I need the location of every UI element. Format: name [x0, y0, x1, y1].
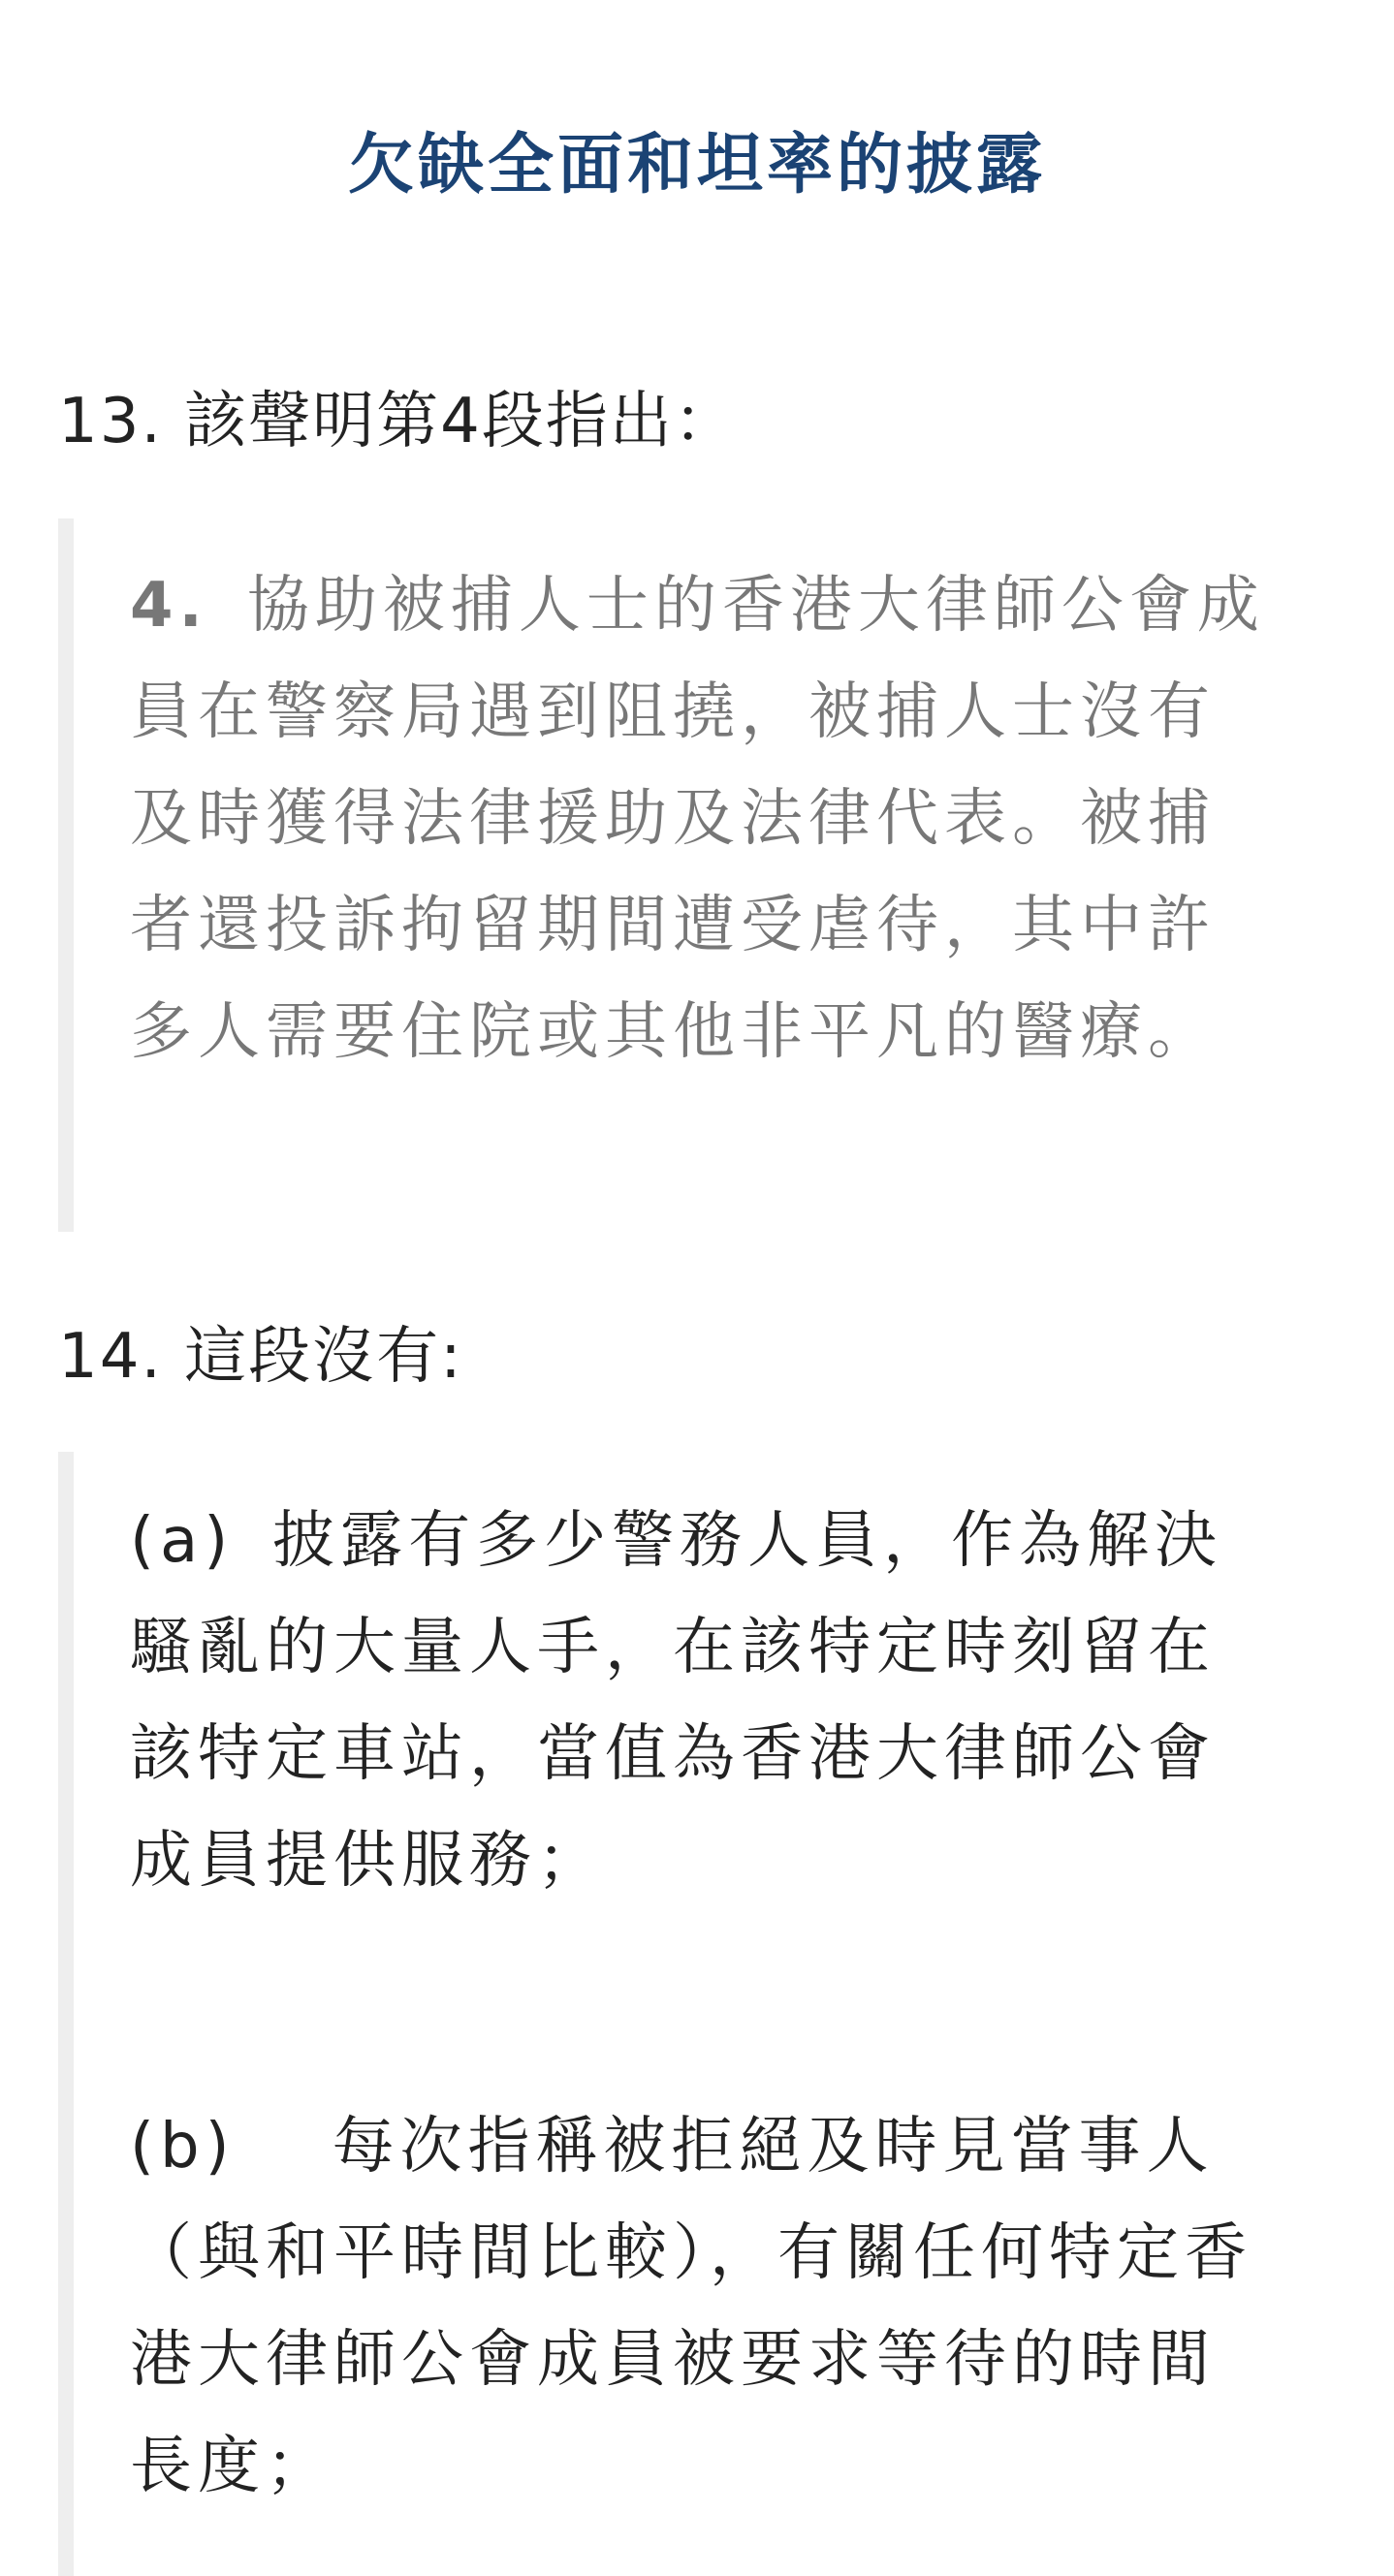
list-item — [130, 2093, 1274, 2520]
list-item-label: (b) — [130, 2111, 236, 2183]
paragraph-14-heading: 14. 這段沒有: — [58, 1321, 463, 1393]
quoted-statement — [130, 552, 1274, 1085]
paragraph-13-heading: 13. 該聲明第4段指出： — [58, 386, 738, 457]
list-item-text: 每次指稱被拒絕及時見當事人（與和平時間比較），有關任何特定香港大律師公會成員被要求等待的時間長度； — [130, 2111, 1252, 2502]
quote-paragraph-text: 協助被捕人士的香港大律師公會成員在警察局遇到阻撓，被捕人士沒有及時獲得法律援助及法律代表。被捕者還投訴拘留期間遭受虐待，其中許多人需要住院或其他非平凡的醫療。 — [130, 570, 1265, 1068]
list-item-text: 披露有多少警務人員，作為解決騷亂的大量人手，在該特定時刻留在該特定車站，當值為香港大律師公會成員提供服務； — [130, 1505, 1223, 1897]
page-title: 欠缺全面和坦率的披露 — [347, 126, 1046, 204]
quote-paragraph-number: 4. — [130, 570, 208, 642]
list-item — [130, 1488, 1274, 1914]
list-item-label: (a) — [130, 1505, 235, 1577]
